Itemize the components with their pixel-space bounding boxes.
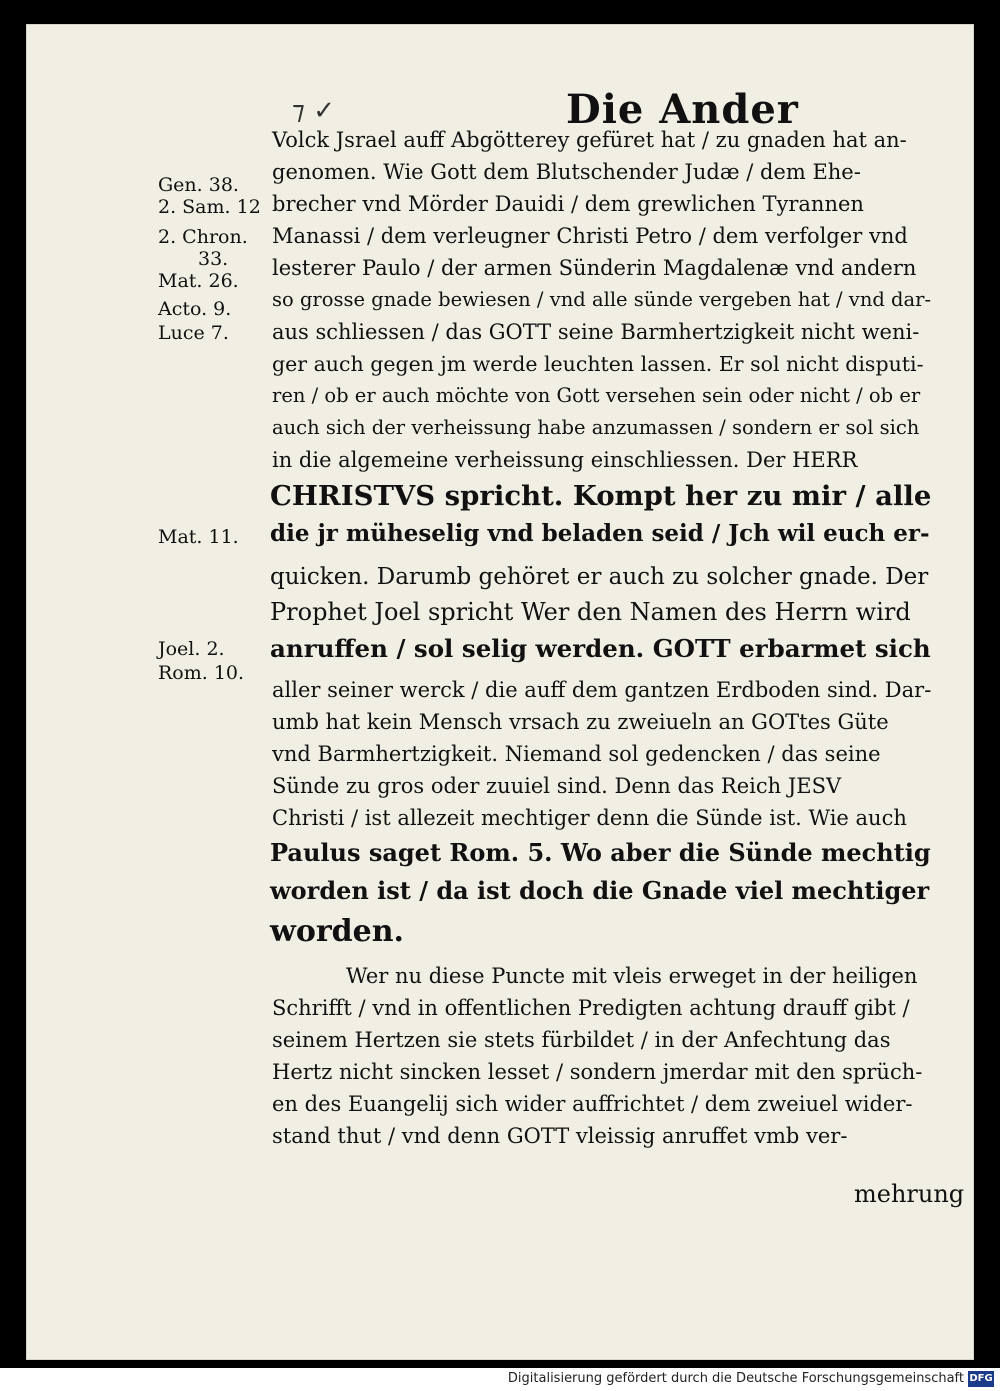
- text-line: ger auch gegen jm werde leuchten lassen. Er sol nicht disputi-: [272, 352, 924, 376]
- margin-note: 2. Sam. 12: [158, 196, 261, 218]
- text-line: aus schliessen / das GOTT seine Barmhertzigkeit nicht weni-: [272, 320, 920, 344]
- text-line: so grosse gnade bewiesen / vnd alle sünde vergeben hat / vnd dar-: [272, 288, 932, 311]
- text-line: aller seiner werck / die auff dem gantzen Erdboden sind. Dar-: [272, 678, 932, 702]
- text-line: vnd Barmhertzigkeit. Niemand sol gedencken / das seine: [272, 742, 881, 766]
- running-title: Die Ander: [566, 86, 799, 133]
- text-line: Volck Jsrael auff Abgötterey gefüret hat / zu gnaden hat an-: [272, 128, 907, 152]
- text-line: CHRISTVS spricht. Kompt her zu mir / alle: [270, 480, 932, 512]
- text-line: quicken. Darumb gehöret er auch zu solcher gnade. Der: [270, 564, 929, 590]
- text-line: lesterer Paulo / der armen Sünderin Magdalenæ vnd andern: [272, 256, 917, 280]
- text-line: Christi / ist allezeit mechtiger denn die Sünde ist. Wie auch: [272, 806, 907, 830]
- text-line: Sünde zu gros oder zuuiel sind. Denn das Reich JESV: [272, 774, 842, 798]
- text-line: Paulus saget Rom. 5. Wo aber die Sünde mechtig: [270, 838, 931, 867]
- margin-note: Mat. 11.: [158, 526, 239, 548]
- margin-note: 2. Chron.: [158, 226, 248, 248]
- text-line: seinem Hertzen sie stets fürbildet / in der Anfechtung das: [272, 1028, 891, 1052]
- text-line: worden.: [270, 914, 404, 949]
- margin-note: 33.: [198, 248, 229, 270]
- text-line: in die algemeine verheissung einschliessen. Der HERR: [272, 448, 858, 472]
- text-line: brecher vnd Mörder Dauidi / dem grewlichen Tyrannen: [272, 192, 864, 216]
- footer-credit: Digitalisierung gefördert durch die Deutsche Forschungsgemeinschaft: [507, 1371, 964, 1386]
- page-mark: ⁊ ✓: [292, 96, 335, 126]
- margin-note: Luce 7.: [158, 322, 229, 344]
- text-line: Wer nu diese Puncte mit vleis erweget in der heiligen: [346, 964, 918, 988]
- text-line: stand thut / vnd denn GOTT vleissig anruffet vmb ver-: [272, 1124, 848, 1148]
- margin-note: Acto. 9.: [158, 298, 232, 320]
- text-line: anruffen / sol selig werden. GOTT erbarmet sich: [270, 634, 931, 663]
- text-line: die jr müheselig vnd beladen seid / Jch wil euch er-: [270, 520, 930, 547]
- text-line: genomen. Wie Gott dem Blutschender Judæ / dem Ehe-: [272, 160, 861, 184]
- text-line: Prophet Joel spricht Wer den Namen des Herrn wird: [270, 598, 911, 626]
- text-line: auch sich der verheissung habe anzumassen / sondern er sol sich: [272, 416, 920, 439]
- text-line: Manassi / dem verleugner Christi Petro / dem verfolger vnd: [272, 224, 908, 248]
- text-line: en des Euangelij sich wider auffrichtet / dem zweiuel wider-: [272, 1092, 913, 1116]
- margin-note: Rom. 10.: [158, 662, 245, 684]
- text-line: umb hat kein Mensch vrsach zu zweiueln an GOTtes Güte: [272, 710, 889, 734]
- margin-note: Joel. 2.: [158, 638, 225, 660]
- text-line: Schrifft / vnd in offentlichen Predigten achtung drauff gibt /: [272, 996, 910, 1020]
- margin-note: Mat. 26.: [158, 270, 239, 292]
- document-page: [26, 24, 974, 1360]
- footer-bar: [0, 1368, 1000, 1391]
- text-line: ren / ob er auch möchte von Gott versehen sein oder nicht / ob er: [272, 384, 921, 407]
- dfg-logo: DFG: [968, 1371, 994, 1387]
- catchword: mehrung: [854, 1180, 965, 1208]
- text-line: worden ist / da ist doch die Gnade viel mechtiger: [270, 876, 930, 905]
- margin-note: Gen. 38.: [158, 174, 239, 196]
- text-line: Hertz nicht sincken lesset / sondern jmerdar mit den sprüch-: [272, 1060, 923, 1084]
